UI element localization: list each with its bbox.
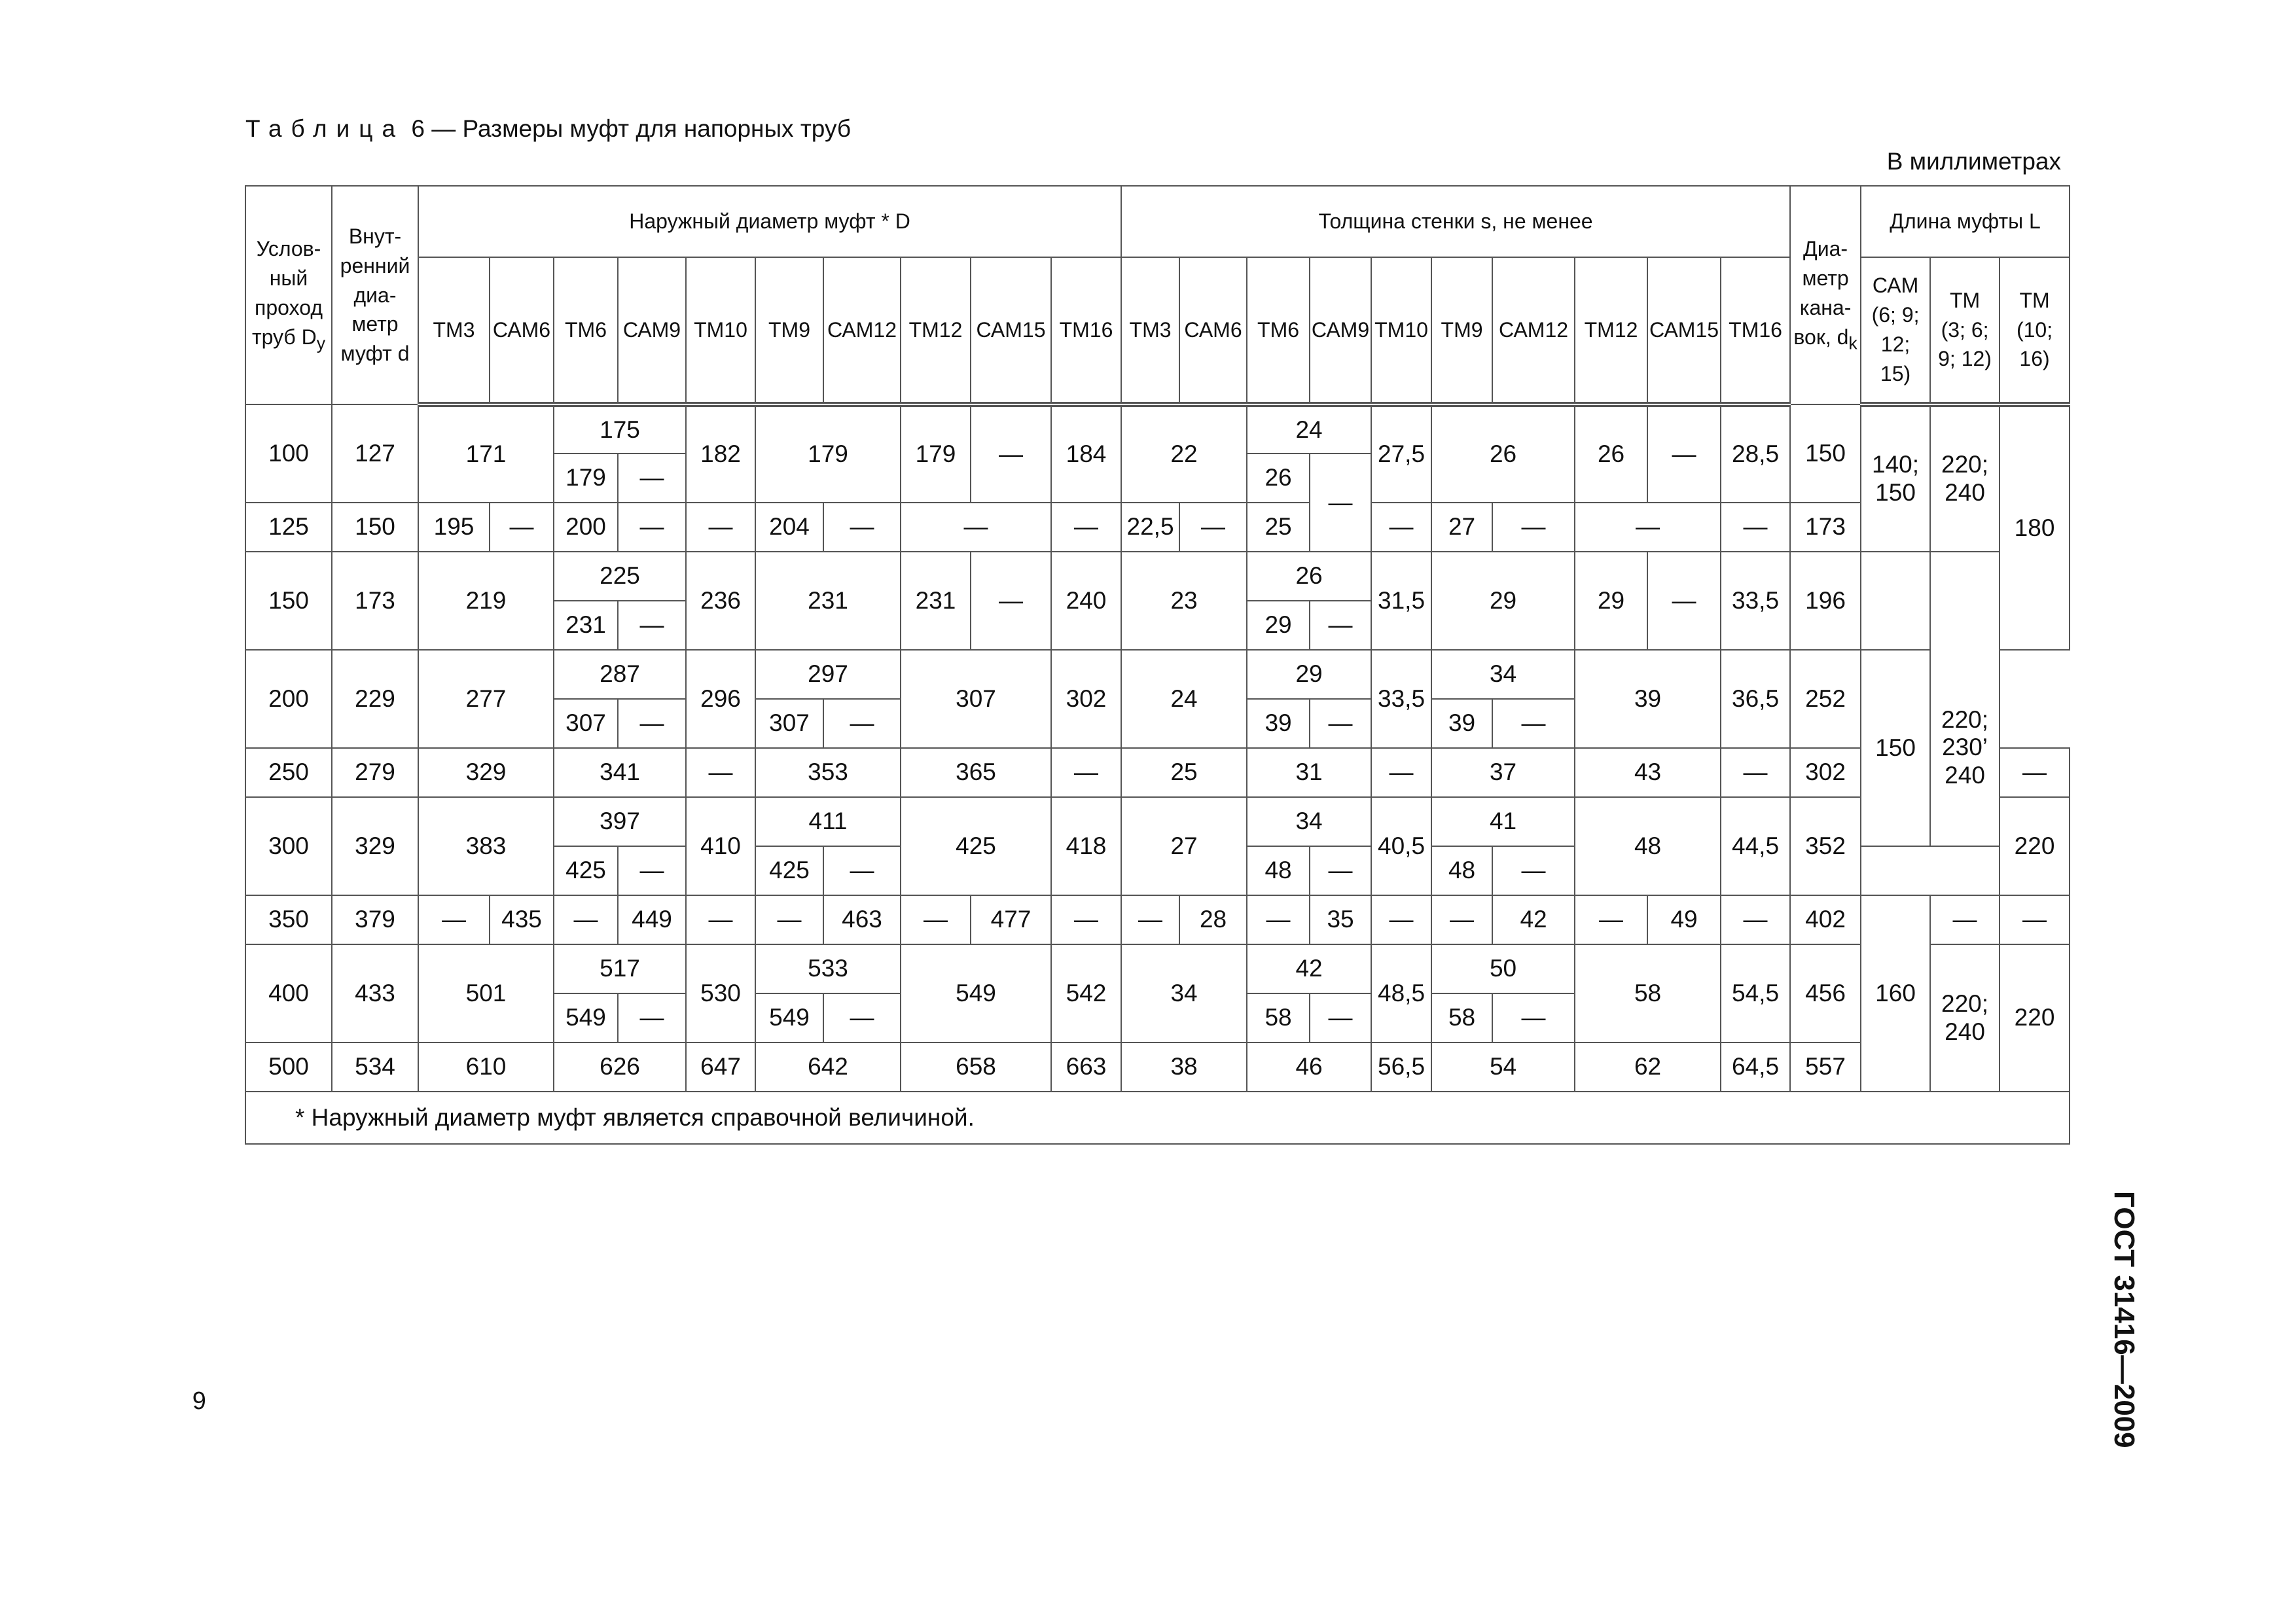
table-cell: —: [823, 699, 901, 748]
table-cell: 329: [332, 797, 418, 895]
table-cell: 36,5: [1721, 650, 1790, 748]
table-cell: 175: [554, 404, 686, 454]
table-cell: 250: [245, 748, 332, 797]
header-D-col: САМ12: [823, 257, 901, 404]
table-cell: 231: [755, 552, 901, 650]
table-cell: 220; 230’ 240: [1930, 650, 2000, 846]
table-cell: —: [618, 846, 686, 895]
table-cell: —: [1431, 895, 1492, 944]
header-groove-diameter: Диа- метр кана- вок, $d_k$: [1790, 186, 1861, 404]
table-cell: 435: [490, 895, 554, 944]
table-cell: 26: [1247, 552, 1371, 601]
table-cell: —: [823, 993, 901, 1043]
table-cell: 58: [1575, 944, 1721, 1043]
table-cell: 352: [1790, 797, 1861, 895]
header-coupling-length-group: Длина муфты L: [1861, 186, 2070, 257]
table-cell: 22: [1121, 404, 1247, 503]
table-cell: 297: [755, 650, 901, 699]
table-cell: —: [901, 503, 1051, 552]
table-cell: —: [1721, 503, 1790, 552]
table-cell: —: [554, 895, 618, 944]
table-cell: 35: [1310, 895, 1371, 944]
table-cell: 231: [901, 552, 971, 650]
header-D-col: САМ9: [618, 257, 686, 404]
table-cell: —: [1647, 552, 1721, 650]
header-s-col: ТМ3: [1121, 257, 1179, 404]
table-cell: 533: [755, 944, 901, 993]
table-cell: —: [1310, 601, 1371, 650]
table-cell: —: [1575, 895, 1647, 944]
table-cell: 50: [1431, 944, 1575, 993]
table-cell: 220: [2000, 944, 2070, 1092]
table-cell: 34: [1121, 944, 1247, 1043]
table-cell: —: [971, 404, 1051, 503]
table-cell: 449: [618, 895, 686, 944]
table-cell: 26: [1247, 454, 1310, 503]
table-cell: 54,5: [1721, 944, 1790, 1043]
table-cell: —: [1310, 846, 1371, 895]
table-cell: 180: [2000, 404, 2070, 650]
table-cell: —: [418, 895, 490, 944]
header-s-col: ТМ10: [1371, 257, 1431, 404]
table-cell: 663: [1051, 1043, 1121, 1092]
table-cell: 626: [554, 1043, 686, 1092]
table-cell: 26: [1575, 404, 1647, 503]
table-cell: 642: [755, 1043, 901, 1092]
table-cell: 38: [1121, 1043, 1247, 1092]
header-L-col: ТМ (3; 6; 9; 12): [1930, 257, 2000, 404]
table-cell: —: [686, 748, 755, 797]
header-L-col: ТМ (10; 16): [2000, 257, 2070, 404]
table-cell: —: [1247, 895, 1310, 944]
header-inner-diameter: Внут- ренний диа- метр муфт d: [332, 186, 418, 404]
table-cell: —: [1647, 404, 1721, 503]
table-cell: 517: [554, 944, 686, 993]
header-s-col: ТМ9: [1431, 257, 1492, 404]
table-cell: 463: [823, 895, 901, 944]
table-cell: 28,5: [1721, 404, 1790, 503]
table-cell: 229: [332, 650, 418, 748]
table-cell: 25: [1247, 503, 1310, 552]
table-cell: 501: [418, 944, 554, 1043]
table-cell: 33,5: [1721, 552, 1790, 650]
table-cell: —: [1051, 503, 1121, 552]
header-s-col: САМ9: [1310, 257, 1371, 404]
table-cell: 418: [1051, 797, 1121, 895]
table-cell: 225: [554, 552, 686, 601]
table-cell: —: [618, 993, 686, 1043]
table-cell: 100: [245, 404, 332, 503]
table-cell: 425: [554, 846, 618, 895]
units-note: В миллиметрах: [1886, 148, 2061, 175]
table-cell: 23: [1121, 552, 1247, 650]
table-cell: 302: [1051, 650, 1121, 748]
table-cell: —: [618, 601, 686, 650]
table-cell: —: [1492, 699, 1575, 748]
header-D-col: ТМ3: [418, 257, 490, 404]
header-D-col: САМ6: [490, 257, 554, 404]
table-cell: 456: [1790, 944, 1861, 1043]
table-cell: 150: [1861, 650, 1930, 846]
table-cell: 353: [755, 748, 901, 797]
table-cell: —: [1492, 846, 1575, 895]
table-cell: 196: [1790, 552, 1861, 650]
header-s-col: ТМ12: [1575, 257, 1647, 404]
table-cell: 31,5: [1371, 552, 1431, 650]
table-cell: 300: [245, 797, 332, 895]
table-cell: 220; 240: [1930, 404, 2000, 552]
table-cell: 41: [1431, 797, 1575, 846]
table-cell: 24: [1247, 404, 1371, 454]
table-cell: 160: [1861, 895, 1930, 1092]
table-cell: 184: [1051, 404, 1121, 503]
table-cell: 49: [1647, 895, 1721, 944]
table-cell: 29: [1575, 552, 1647, 650]
caption-text: 6 — Размеры муфт для напорных труб: [404, 115, 852, 142]
table-cell: 240: [1051, 552, 1121, 650]
table-cell: 37: [1431, 748, 1575, 797]
table-cell: 24: [1121, 650, 1247, 748]
table-cell: 341: [554, 748, 686, 797]
table-cell: 433: [332, 944, 418, 1043]
table-cell: 307: [755, 699, 823, 748]
table-cell: —: [1371, 748, 1431, 797]
table-cell: 125: [245, 503, 332, 552]
table-cell: 365: [901, 748, 1051, 797]
table-cell: 150: [1790, 404, 1861, 503]
table-cell: [1930, 552, 2000, 650]
coupling-dimensions-table: [245, 185, 2070, 1145]
table-cell: 58: [1247, 993, 1310, 1043]
header-wall-thickness-group: Толщина стенки s, не менее: [1121, 186, 1790, 257]
table-cell: —: [2000, 748, 2070, 797]
table-cell: 200: [245, 650, 332, 748]
header-nominal-bore: Услов- ный проход труб $D_у$: [245, 186, 332, 404]
table-cell: 549: [755, 993, 823, 1043]
table-cell: 34: [1247, 797, 1371, 846]
table-cell: 329: [418, 748, 554, 797]
page-number: 6: [192, 1386, 206, 1414]
table-cell: 400: [245, 944, 332, 1043]
table-cell: —: [2000, 895, 2070, 944]
table-cell: 150: [332, 503, 418, 552]
table-cell: 379: [332, 895, 418, 944]
table-cell: 231: [554, 601, 618, 650]
table-cell: 402: [1790, 895, 1861, 944]
table-cell: —: [686, 895, 755, 944]
header-s-col: ТМ16: [1721, 257, 1790, 404]
table-cell: 296: [686, 650, 755, 748]
table-cell: [1861, 552, 1930, 650]
table-cell: —: [901, 895, 971, 944]
table-cell: 302: [1790, 748, 1861, 797]
table-cell: 220: [2000, 797, 2070, 895]
table-cell: 46: [1247, 1043, 1371, 1092]
table-cell: 140; 150: [1861, 404, 1930, 552]
table-cell: —: [1051, 748, 1121, 797]
header-L-col: САМ (6; 9; 12; 15): [1861, 257, 1930, 404]
table-cell: 48: [1247, 846, 1310, 895]
table-cell: 195: [418, 503, 490, 552]
table-caption: [245, 115, 851, 143]
standard-designation: ГОСТ 31416—2009: [2108, 1191, 2140, 1448]
table-cell: —: [1310, 699, 1371, 748]
table-cell: 26: [1431, 404, 1575, 503]
table-cell: 411: [755, 797, 901, 846]
header-s-col: САМ15: [1647, 257, 1721, 404]
header-D-col: ТМ6: [554, 257, 618, 404]
table-cell: 179: [554, 454, 618, 503]
table-cell: 610: [418, 1043, 554, 1092]
table-cell: 182: [686, 404, 755, 503]
table-cell: —: [971, 552, 1051, 650]
table-cell: 54: [1431, 1043, 1575, 1092]
table-cell: 200: [554, 503, 618, 552]
table-cell: 658: [901, 1043, 1051, 1092]
header-s-col: САМ6: [1179, 257, 1247, 404]
table-cell: 252: [1790, 650, 1861, 748]
table-cell: 171: [418, 404, 554, 503]
table-cell: 31: [1247, 748, 1371, 797]
table-cell: —: [1310, 454, 1371, 552]
table-cell: 530: [686, 944, 755, 1043]
table-cell: 62: [1575, 1043, 1721, 1092]
table-cell: —: [823, 503, 901, 552]
table-cell: —: [490, 503, 554, 552]
table-footnote: * Наружный диаметр муфт является справочной величиной.: [245, 1092, 2070, 1144]
table-cell: 500: [245, 1043, 332, 1092]
table-cell: 204: [755, 503, 823, 552]
table-cell: 410: [686, 797, 755, 895]
table-cell: 25: [1121, 748, 1247, 797]
table-cell: 397: [554, 797, 686, 846]
table-cell: 179: [755, 404, 901, 503]
table-cell: 48: [1575, 797, 1721, 895]
table-cell: —: [1051, 895, 1121, 944]
table-cell: 557: [1790, 1043, 1861, 1092]
table-cell: 150: [245, 552, 332, 650]
caption-prefix: Таблица: [245, 115, 405, 142]
header-D-col: ТМ10: [686, 257, 755, 404]
table-cell: 64,5: [1721, 1043, 1790, 1092]
table-cell: —: [618, 454, 686, 503]
table-cell: 647: [686, 1043, 755, 1092]
table-cell: 307: [901, 650, 1051, 748]
table-cell: 39: [1575, 650, 1721, 748]
table-cell: 29: [1247, 650, 1371, 699]
header-D-col: САМ15: [971, 257, 1051, 404]
header-D-col: ТМ9: [755, 257, 823, 404]
table-cell: 287: [554, 650, 686, 699]
table-cell: —: [1371, 503, 1431, 552]
table-cell: —: [1179, 503, 1247, 552]
table-cell: 350: [245, 895, 332, 944]
table-cell: —: [1371, 895, 1431, 944]
table-cell: 40,5: [1371, 797, 1431, 895]
table-cell: —: [1492, 993, 1575, 1043]
table-cell: 42: [1492, 895, 1575, 944]
header-outer-diameter-group: Наружный диаметр муфт * D: [418, 186, 1121, 257]
table-cell: 33,5: [1371, 650, 1431, 748]
table-cell: 173: [1790, 503, 1861, 552]
table-cell: 236: [686, 552, 755, 650]
table-cell: 220; 240: [1930, 944, 2000, 1092]
table-cell: 173: [332, 552, 418, 650]
table-cell: —: [1930, 895, 2000, 944]
table-cell: 48: [1431, 846, 1492, 895]
header-s-col: САМ12: [1492, 257, 1575, 404]
table-cell: 219: [418, 552, 554, 650]
table-cell: —: [618, 699, 686, 748]
table-cell: —: [1310, 993, 1371, 1043]
table-cell: 425: [901, 797, 1051, 895]
table-cell: 383: [418, 797, 554, 895]
table-cell: —: [618, 503, 686, 552]
table-cell: 39: [1431, 699, 1492, 748]
table-cell: 127: [332, 404, 418, 503]
table-cell: —: [755, 895, 823, 944]
table-cell: 48,5: [1371, 944, 1431, 1043]
table-cell: 542: [1051, 944, 1121, 1043]
table-cell: —: [1121, 895, 1179, 944]
table-cell: 44,5: [1721, 797, 1790, 895]
table-cell: 43: [1575, 748, 1721, 797]
table-cell: 29: [1431, 552, 1575, 650]
table-cell: 28: [1179, 895, 1247, 944]
table-cell: 56,5: [1371, 1043, 1431, 1092]
table-cell: 58: [1431, 993, 1492, 1043]
table-cell: 307: [554, 699, 618, 748]
table-cell: 477: [971, 895, 1051, 944]
table-cell: 277: [418, 650, 554, 748]
header-s-col: ТМ6: [1247, 257, 1310, 404]
header-D-col: ТМ16: [1051, 257, 1121, 404]
table-cell: 27: [1431, 503, 1492, 552]
table-cell: —: [823, 846, 901, 895]
table-cell: 42: [1247, 944, 1371, 993]
table-cell: 27: [1121, 797, 1247, 895]
table-cell: 39: [1247, 699, 1310, 748]
table-cell: 549: [554, 993, 618, 1043]
table-cell: —: [1721, 748, 1790, 797]
table-cell: 29: [1247, 601, 1310, 650]
table-cell: 549: [901, 944, 1051, 1043]
table-cell: —: [686, 503, 755, 552]
table-cell: —: [1492, 503, 1575, 552]
table-cell: 179: [901, 404, 971, 503]
header-D-col: ТМ12: [901, 257, 971, 404]
table-cell: 534: [332, 1043, 418, 1092]
table-cell: —: [1721, 895, 1790, 944]
table-cell: 279: [332, 748, 418, 797]
table-cell: 27,5: [1371, 404, 1431, 503]
table-cell: 425: [755, 846, 823, 895]
table-cell: —: [1575, 503, 1721, 552]
table-cell: 22,5: [1121, 503, 1179, 552]
table-cell: 34: [1431, 650, 1575, 699]
